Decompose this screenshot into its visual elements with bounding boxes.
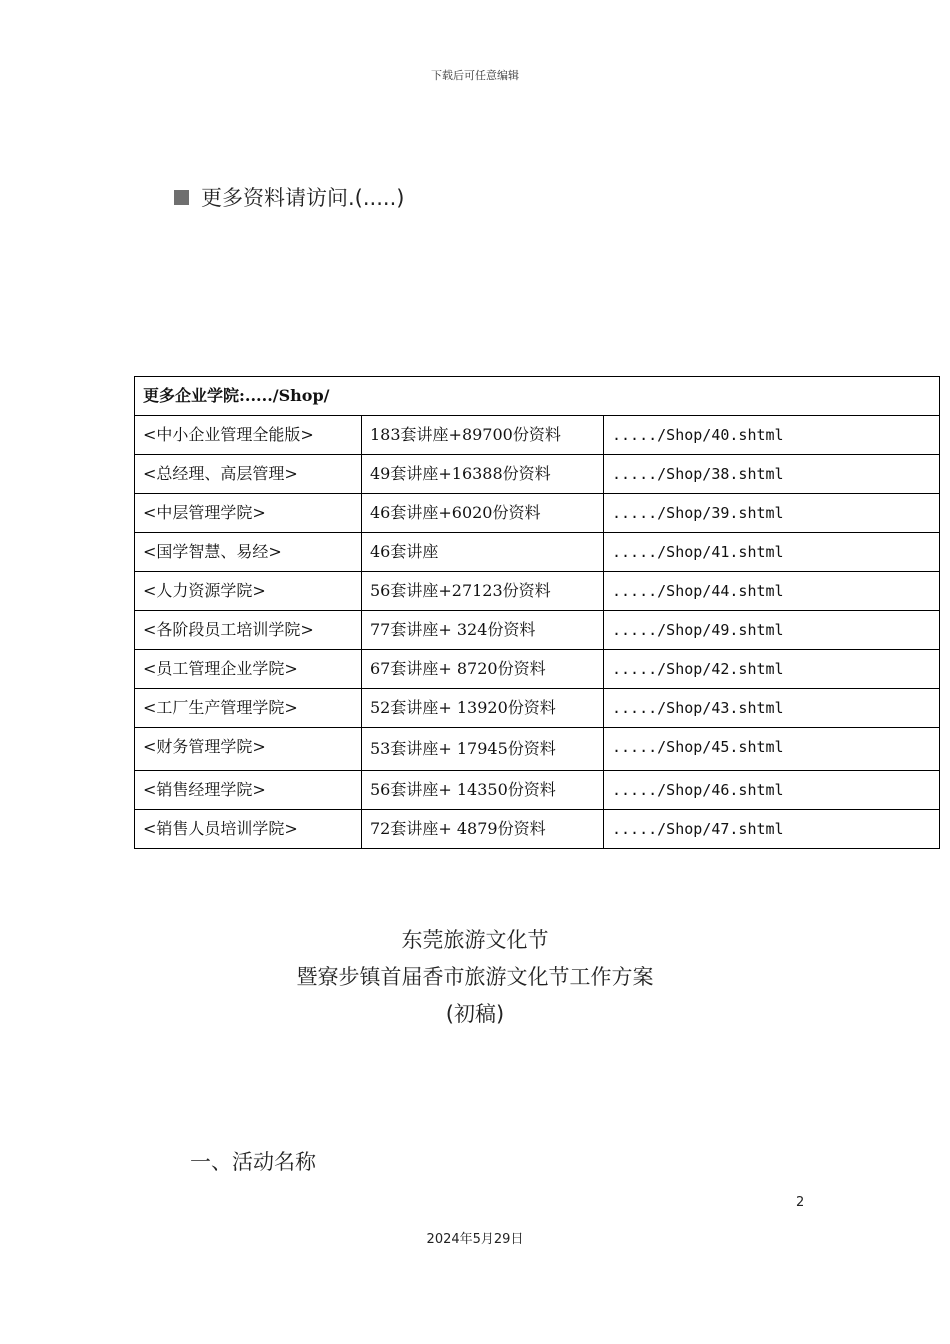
course-name: <国学智慧、易经> (135, 533, 362, 572)
course-table (134, 376, 940, 849)
table-row (135, 611, 940, 650)
section-heading: 一、活动名称 (190, 1150, 316, 1174)
table-row (135, 572, 940, 611)
course-link[interactable]: ...../Shop/45.shtml (604, 728, 940, 771)
table-row (135, 650, 940, 689)
course-count: 183套讲座+89700份资料 (362, 416, 604, 455)
course-link[interactable]: ...../Shop/40.shtml (604, 416, 940, 455)
course-count: 46套讲座 (362, 533, 604, 572)
course-link[interactable]: ...../Shop/41.shtml (604, 533, 940, 572)
table-row (135, 533, 940, 572)
table-row (135, 494, 940, 533)
table-row (135, 771, 940, 810)
course-link[interactable]: ...../Shop/38.shtml (604, 455, 940, 494)
course-link[interactable]: ...../Shop/44.shtml (604, 572, 940, 611)
course-name: <中小企业管理全能版> (135, 416, 362, 455)
course-link[interactable]: ...../Shop/46.shtml (604, 771, 940, 810)
course-count: 46套讲座+6020份资料 (362, 494, 604, 533)
title-line-2: 暨寮步镇首届香市旅游文化节工作方案 (296, 965, 654, 989)
table-heading-row (135, 377, 940, 416)
document-title (0, 922, 950, 1033)
page-header-note: 下载后可任意编辑 (431, 69, 519, 82)
course-link[interactable]: ...../Shop/49.shtml (604, 611, 940, 650)
square-bullet-icon (174, 190, 189, 205)
table-row (135, 416, 940, 455)
course-name: <人力资源学院> (135, 572, 362, 611)
course-name: <工厂生产管理学院> (135, 689, 362, 728)
course-name: <销售经理学院> (135, 771, 362, 810)
table-row (135, 728, 940, 771)
course-name: <总经理、高层管理> (135, 455, 362, 494)
course-count: 77套讲座+ 324份资料 (362, 611, 604, 650)
course-count: 56套讲座+ 14350份资料 (362, 771, 604, 810)
table-row (135, 810, 940, 849)
title-line-1: 东莞旅游文化节 (401, 928, 549, 952)
course-name: <各阶段员工培训学院> (135, 611, 362, 650)
course-count: 67套讲座+ 8720份资料 (362, 650, 604, 689)
course-name: <销售人员培训学院> (135, 810, 362, 849)
course-count: 53套讲座+ 17945份资料 (362, 728, 604, 771)
visit-info-line (174, 182, 404, 212)
course-count: 56套讲座+27123份资料 (362, 572, 604, 611)
course-count: 52套讲座+ 13920份资料 (362, 689, 604, 728)
course-link[interactable]: ...../Shop/43.shtml (604, 689, 940, 728)
page-number: 2 (796, 1195, 805, 1210)
course-count: 49套讲座+16388份资料 (362, 455, 604, 494)
course-link[interactable]: ...../Shop/39.shtml (604, 494, 940, 533)
course-name: <员工管理企业学院> (135, 650, 362, 689)
table-row (135, 689, 940, 728)
course-name: <财务管理学院> (135, 728, 362, 771)
footer-date: 2024年5月29日 (426, 1232, 524, 1247)
title-line-3: (初稿) (445, 1002, 505, 1026)
table-heading: 更多企业学院:...../Shop/ (135, 377, 940, 416)
course-count: 72套讲座+ 4879份资料 (362, 810, 604, 849)
table-row (135, 455, 940, 494)
course-link[interactable]: ...../Shop/47.shtml (604, 810, 940, 849)
course-name: <中层管理学院> (135, 494, 362, 533)
course-link[interactable]: ...../Shop/42.shtml (604, 650, 940, 689)
visit-text: 更多资料请访问.(.....) (201, 186, 405, 210)
